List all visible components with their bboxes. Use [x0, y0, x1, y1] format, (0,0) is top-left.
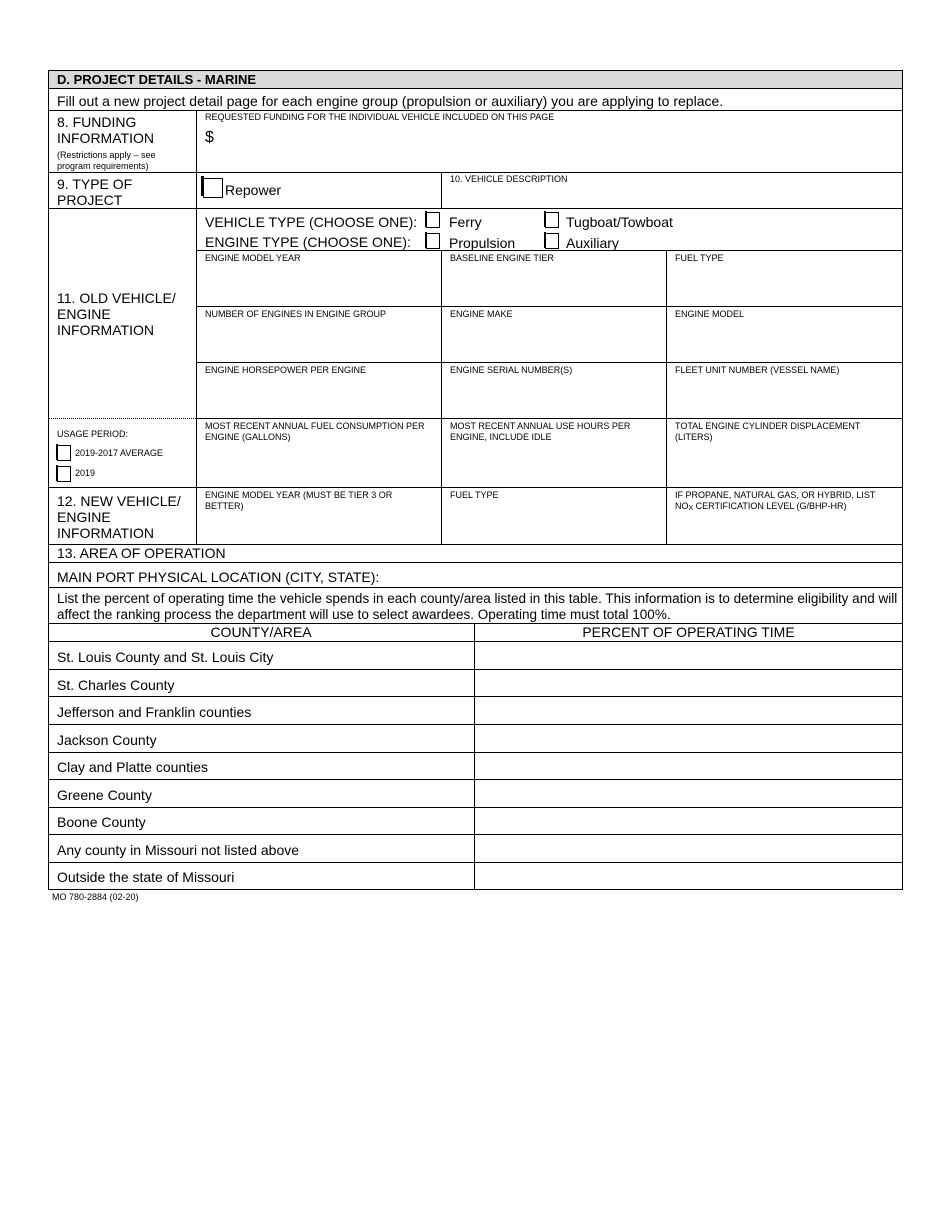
new-vehicle-label: 12. NEW VEHICLE/ ENGINE INFORMATION: [57, 493, 181, 541]
percent-input[interactable]: [476, 754, 901, 779]
area-instructions: List the percent of operating time the vehicle spends in each county/area listed in this table. This information is to determine eligibility and will affect the ranking process the department will use to select awardees. Operating time must total 100%.: [57, 591, 898, 622]
baseline-engine-tier-label: BASELINE ENGINE TIER: [450, 253, 554, 263]
new-fuel-type-label: FUEL TYPE: [450, 490, 499, 500]
form-number: MO 780-2884 (02-20): [52, 892, 139, 902]
table-row: Jefferson and Franklin counties: [57, 704, 252, 720]
form-instructions: Fill out a new project detail page for each engine group (propulsion or auxiliary) you are applying to replace.: [57, 93, 724, 109]
use-hours-input[interactable]: [443, 445, 664, 485]
engine-model-year-label: ENGINE MODEL YEAR: [205, 253, 301, 263]
area-of-operation-heading: 13. AREA OF OPERATION: [57, 545, 226, 561]
engine-make-label: ENGINE MAKE: [450, 309, 513, 319]
engine-horsepower-label: ENGINE HORSEPOWER PER ENGINE: [205, 365, 367, 375]
new-fuel-type-input[interactable]: [443, 504, 664, 543]
baseline-engine-tier-input[interactable]: [443, 266, 664, 305]
usage-period-label: USAGE PERIOD:: [57, 429, 129, 439]
type-of-project-label: 9. TYPE OF PROJECT: [57, 176, 133, 208]
table-row: Clay and Platte counties: [57, 759, 208, 775]
funding-label: 8. FUNDING INFORMATION: [57, 114, 154, 146]
engine-horsepower-input[interactable]: [198, 378, 439, 417]
fuel-consumption-input[interactable]: [198, 445, 439, 485]
fleet-unit-input[interactable]: [668, 378, 901, 417]
funding-note: (Restrictions apply – see program requirements): [57, 150, 156, 171]
main-port-input[interactable]: [390, 564, 900, 586]
table-row: Jackson County: [57, 732, 157, 748]
vehicle-type-label: VEHICLE TYPE (CHOOSE ONE):: [205, 214, 418, 230]
propulsion-checkbox[interactable]: [426, 233, 440, 249]
main-port-label: MAIN PORT PHYSICAL LOCATION (CITY, STATE):: [57, 569, 380, 585]
usage-2019-label: 2019: [75, 468, 96, 478]
col-area-header: COUNTY/AREA: [210, 624, 312, 640]
old-vehicle-label: 11. OLD VEHICLE/ ENGINE INFORMATION: [57, 290, 176, 338]
engine-model-input[interactable]: [668, 322, 901, 361]
fuel-type-label: FUEL TYPE: [675, 253, 724, 263]
engine-serial-input[interactable]: [443, 378, 664, 417]
tugboat-label: Tugboat/Towboat: [566, 214, 673, 230]
vehicle-description-label: 10. VEHICLE DESCRIPTION: [450, 174, 568, 184]
tugboat-checkbox[interactable]: [545, 212, 559, 228]
nox-label-line2: NOX CERTIFICATION LEVEL (G/BHP-HR): [675, 501, 847, 512]
nox-certification-input[interactable]: [668, 514, 901, 543]
vehicle-description-input[interactable]: [445, 186, 900, 207]
table-row: St. Louis County and St. Louis City: [57, 649, 274, 665]
ferry-label: Ferry: [449, 214, 482, 230]
percent-input[interactable]: [476, 836, 901, 861]
usage-2019-checkbox[interactable]: [57, 466, 71, 482]
ferry-checkbox[interactable]: [426, 212, 440, 228]
propulsion-label: Propulsion: [449, 235, 516, 251]
fuel-consumption-label: MOST RECENT ANNUAL FUEL CONSUMPTION PER ENGINE (GALLONS): [205, 421, 425, 442]
auxiliary-label: Auxiliary: [566, 235, 619, 251]
repower-checkbox[interactable]: [203, 178, 223, 198]
table-row: Boone County: [57, 814, 146, 830]
new-engine-model-year-input[interactable]: [198, 514, 439, 543]
table-row: St. Charles County: [57, 677, 175, 693]
fuel-type-input[interactable]: [668, 266, 901, 305]
fleet-unit-label: FLEET UNIT NUMBER (VESSEL NAME): [675, 365, 840, 375]
table-row: Outside the state of Missouri: [57, 869, 235, 885]
section-header: D. PROJECT DETAILS - MARINE: [57, 72, 257, 87]
engine-model-label: ENGINE MODEL: [675, 309, 745, 319]
engine-serial-label: ENGINE SERIAL NUMBER(S): [450, 365, 573, 375]
repower-label: Repower: [225, 182, 282, 198]
usage-2019-2017-checkbox[interactable]: [57, 445, 71, 461]
displacement-input[interactable]: [668, 445, 901, 485]
col-percent-header: PERCENT OF OPERATING TIME: [582, 624, 795, 640]
use-hours-label: MOST RECENT ANNUAL USE HOURS PER ENGINE, INCLUDE IDLE: [450, 421, 631, 442]
table-row: Any county in Missouri not listed above: [57, 842, 300, 858]
engine-type-label: ENGINE TYPE (CHOOSE ONE):: [205, 234, 411, 250]
engine-model-year-input[interactable]: [198, 266, 439, 305]
number-of-engines-label: NUMBER OF ENGINES IN ENGINE GROUP: [205, 309, 387, 319]
percent-input[interactable]: [476, 671, 901, 696]
percent-input[interactable]: [476, 726, 901, 751]
funding-currency: $: [205, 129, 214, 146]
auxiliary-checkbox[interactable]: [545, 233, 559, 249]
percent-input[interactable]: [476, 781, 901, 806]
section-header-bar: [48, 70, 903, 89]
displacement-label: TOTAL ENGINE CYLINDER DISPLACEMENT (LITERS): [675, 421, 861, 442]
percent-input[interactable]: [476, 698, 901, 723]
funding-field-label: REQUESTED FUNDING FOR THE INDIVIDUAL VEHICLE INCLUDED ON THIS PAGE: [205, 112, 555, 122]
number-of-engines-input[interactable]: [198, 322, 439, 361]
funding-amount-input[interactable]: [218, 124, 898, 170]
new-engine-model-year-label: ENGINE MODEL YEAR (MUST BE TIER 3 OR BETTER): [205, 490, 393, 511]
percent-input[interactable]: [476, 809, 901, 834]
engine-make-input[interactable]: [443, 322, 664, 361]
usage-2019-2017-label: 2019-2017 AVERAGE: [75, 448, 163, 458]
percent-input[interactable]: [476, 864, 901, 889]
table-row: Greene County: [57, 787, 152, 803]
nox-label: IF PROPANE, NATURAL GAS, OR HYBRID, LIST NOX CERTIFICATION LEVEL (G/BHP-HR): [675, 490, 900, 514]
percent-input[interactable]: [476, 643, 901, 668]
